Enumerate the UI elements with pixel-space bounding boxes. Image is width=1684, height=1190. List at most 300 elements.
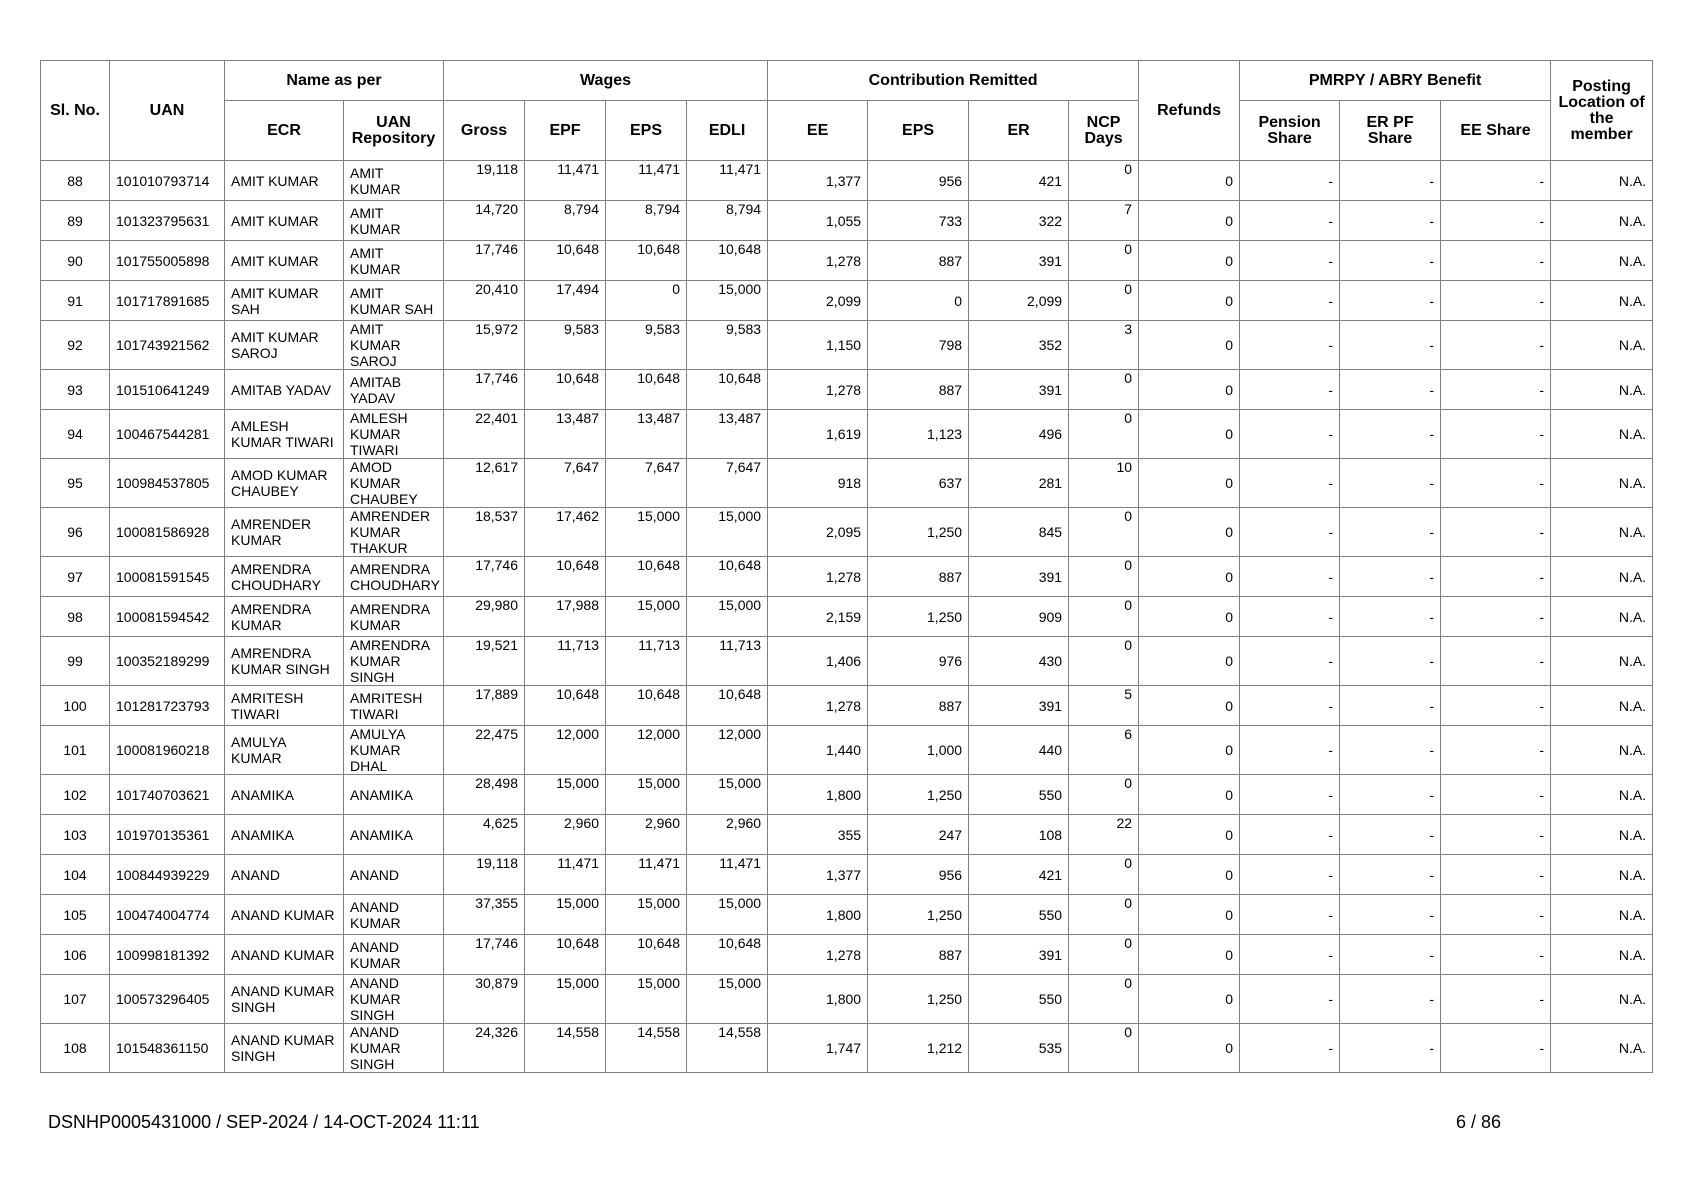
cell-ee-share: - [1441,855,1551,895]
cell-ee: 1,278 [768,370,868,410]
cell-sl-no: 95 [41,459,110,508]
cell-ee-share: - [1441,895,1551,935]
cell-gross: 12,617 [444,459,525,508]
cell-pension-share: - [1240,281,1340,321]
cell-eps: 13,487 [606,410,687,459]
cell-contribution-eps: 798 [868,321,969,370]
table-row [41,1024,1653,1073]
table-row [41,895,1653,935]
cell-name-uan-repo: AMRENDRA KUMAR SINGH [344,637,444,686]
cell-posting-location: N.A. [1551,935,1653,975]
cell-refunds: 0 [1139,508,1240,557]
cell-gross: 37,355 [444,895,525,935]
cell-refunds: 0 [1139,895,1240,935]
cell-refunds: 0 [1139,410,1240,459]
cell-pension-share: - [1240,161,1340,201]
cell-er: 550 [969,975,1069,1024]
cell-uan: 101548361150 [110,1024,225,1073]
table-row [41,161,1653,201]
cell-ee-share: - [1441,508,1551,557]
cell-epf: 10,648 [525,557,606,597]
cell-sl-no: 106 [41,935,110,975]
cell-sl-no: 93 [41,370,110,410]
cell-er: 496 [969,410,1069,459]
cell-name-ecr: ANAND KUMAR [225,895,344,935]
cell-posting-location: N.A. [1551,855,1653,895]
table-row [41,726,1653,775]
cell-contribution-eps: 1,250 [868,895,969,935]
cell-ee-share: - [1441,975,1551,1024]
cell-contribution-eps: 1,123 [868,410,969,459]
cell-uan: 101281723793 [110,686,225,726]
cell-name-ecr: ANAND KUMAR SINGH [225,1024,344,1073]
cell-eps: 2,960 [606,815,687,855]
cell-contribution-eps: 1,250 [868,975,969,1024]
cell-ncp-days: 0 [1069,775,1139,815]
cell-edli: 10,648 [687,686,768,726]
cell-edli: 15,000 [687,281,768,321]
cell-ncp-days: 0 [1069,637,1139,686]
cell-gross: 4,625 [444,815,525,855]
cell-uan: 100573296405 [110,975,225,1024]
cell-uan: 100081594542 [110,597,225,637]
cell-eps: 9,583 [606,321,687,370]
header-ee: EE [768,101,868,161]
header-refunds: Refunds [1139,61,1240,161]
table-row [41,321,1653,370]
cell-ee: 1,619 [768,410,868,459]
cell-er-pf-share: - [1340,815,1441,855]
cell-gross: 17,746 [444,370,525,410]
cell-epf: 13,487 [525,410,606,459]
cell-edli: 15,000 [687,975,768,1024]
cell-er-pf-share: - [1340,410,1441,459]
cell-pension-share: - [1240,1024,1340,1073]
cell-ee-share: - [1441,726,1551,775]
cell-posting-location: N.A. [1551,410,1653,459]
cell-ee-share: - [1441,935,1551,975]
cell-sl-no: 98 [41,597,110,637]
cell-pension-share: - [1240,975,1340,1024]
cell-ee: 1,406 [768,637,868,686]
cell-ncp-days: 0 [1069,370,1139,410]
cell-name-ecr: AMITAB YADAV [225,370,344,410]
cell-eps: 0 [606,281,687,321]
cell-er: 391 [969,935,1069,975]
cell-name-ecr: ANAMIKA [225,775,344,815]
cell-gross: 17,889 [444,686,525,726]
cell-contribution-eps: 1,250 [868,508,969,557]
cell-name-uan-repo: ANAND KUMAR [344,935,444,975]
cell-name-uan-repo: AMIT KUMAR [344,201,444,241]
cell-eps: 8,794 [606,201,687,241]
cell-er: 845 [969,508,1069,557]
cell-ee: 1,055 [768,201,868,241]
table-row [41,410,1653,459]
cell-ee: 1,377 [768,855,868,895]
cell-uan: 100984537805 [110,459,225,508]
cell-sl-no: 91 [41,281,110,321]
cell-ee-share: - [1441,637,1551,686]
cell-eps: 11,471 [606,161,687,201]
cell-name-ecr: AMRENDER KUMAR [225,508,344,557]
cell-er: 550 [969,775,1069,815]
cell-sl-no: 102 [41,775,110,815]
cell-er: 421 [969,161,1069,201]
cell-eps: 11,713 [606,637,687,686]
cell-pension-share: - [1240,935,1340,975]
cell-epf: 17,988 [525,597,606,637]
cell-contribution-eps: 887 [868,935,969,975]
cell-name-uan-repo: ANAND [344,855,444,895]
cell-sl-no: 90 [41,241,110,281]
cell-contribution-eps: 976 [868,637,969,686]
table-body [41,161,1653,1073]
document-reference: DSNHP0005431000 / SEP-2024 / 14-OCT-2024 11:11 [48,1112,480,1132]
cell-gross: 19,118 [444,855,525,895]
cell-name-uan-repo: AMULYA KUMAR DHAL [344,726,444,775]
cell-posting-location: N.A. [1551,775,1653,815]
cell-sl-no: 92 [41,321,110,370]
cell-sl-no: 105 [41,895,110,935]
cell-sl-no: 88 [41,161,110,201]
cell-contribution-eps: 1,250 [868,775,969,815]
cell-eps: 15,000 [606,895,687,935]
cell-er: 430 [969,637,1069,686]
cell-gross: 18,537 [444,508,525,557]
cell-eps: 15,000 [606,775,687,815]
cell-epf: 17,494 [525,281,606,321]
cell-er: 391 [969,241,1069,281]
cell-edli: 15,000 [687,508,768,557]
cell-eps: 10,648 [606,935,687,975]
cell-pension-share: - [1240,895,1340,935]
cell-pension-share: - [1240,410,1340,459]
cell-gross: 19,521 [444,637,525,686]
cell-posting-location: N.A. [1551,597,1653,637]
header-edli: EDLI [687,101,768,161]
cell-ee: 1,377 [768,161,868,201]
cell-refunds: 0 [1139,241,1240,281]
cell-uan: 100474004774 [110,895,225,935]
cell-pension-share: - [1240,370,1340,410]
cell-contribution-eps: 887 [868,241,969,281]
cell-refunds: 0 [1139,726,1240,775]
cell-er-pf-share: - [1340,775,1441,815]
cell-edli: 15,000 [687,775,768,815]
cell-epf: 11,471 [525,855,606,895]
cell-ee: 355 [768,815,868,855]
cell-posting-location: N.A. [1551,508,1653,557]
header-sl-no: Sl. No. [41,61,110,161]
cell-pension-share: - [1240,855,1340,895]
cell-gross: 28,498 [444,775,525,815]
cell-posting-location: N.A. [1551,726,1653,775]
cell-posting-location: N.A. [1551,686,1653,726]
cell-sl-no: 108 [41,1024,110,1073]
header-pmrpy: PMRPY / ABRY Benefit [1240,61,1551,101]
cell-ncp-days: 0 [1069,161,1139,201]
cell-ncp-days: 3 [1069,321,1139,370]
cell-refunds: 0 [1139,855,1240,895]
cell-gross: 22,475 [444,726,525,775]
cell-pension-share: - [1240,201,1340,241]
cell-epf: 17,462 [525,508,606,557]
cell-er-pf-share: - [1340,370,1441,410]
cell-eps: 12,000 [606,726,687,775]
cell-posting-location: N.A. [1551,201,1653,241]
cell-er: 2,099 [969,281,1069,321]
cell-ncp-days: 0 [1069,508,1139,557]
cell-name-ecr: ANAND KUMAR SINGH [225,975,344,1024]
cell-er-pf-share: - [1340,895,1441,935]
cell-eps: 10,648 [606,686,687,726]
cell-er: 391 [969,557,1069,597]
table-row [41,855,1653,895]
cell-er-pf-share: - [1340,855,1441,895]
cell-ncp-days: 0 [1069,975,1139,1024]
cell-refunds: 0 [1139,597,1240,637]
cell-sl-no: 96 [41,508,110,557]
cell-gross: 19,118 [444,161,525,201]
header-ee-share: EE Share [1441,101,1551,161]
cell-edli: 12,000 [687,726,768,775]
cell-uan: 100081591545 [110,557,225,597]
cell-name-uan-repo: AMRITESH TIWARI [344,686,444,726]
cell-eps: 10,648 [606,370,687,410]
cell-uan: 100352189299 [110,637,225,686]
cell-name-uan-repo: AMIT KUMAR SAROJ [344,321,444,370]
cell-edli: 10,648 [687,241,768,281]
cell-ee-share: - [1441,1024,1551,1073]
cell-gross: 22,401 [444,410,525,459]
cell-name-uan-repo: AMRENDRA CHOUDHARY [344,557,444,597]
cell-edli: 10,648 [687,557,768,597]
cell-refunds: 0 [1139,686,1240,726]
cell-name-ecr: AMIT KUMAR [225,161,344,201]
cell-uan: 101970135361 [110,815,225,855]
cell-refunds: 0 [1139,281,1240,321]
cell-eps: 10,648 [606,241,687,281]
cell-ncp-days: 0 [1069,241,1139,281]
cell-name-ecr: AMOD KUMAR CHAUBEY [225,459,344,508]
cell-refunds: 0 [1139,201,1240,241]
cell-name-ecr: AMRENDRA KUMAR [225,597,344,637]
cell-ee: 1,278 [768,557,868,597]
cell-pension-share: - [1240,508,1340,557]
header-eps: EPS [606,101,687,161]
header-contribution: Contribution Remitted [768,61,1139,101]
table-row [41,975,1653,1024]
cell-sl-no: 97 [41,557,110,597]
header-uan: UAN [110,61,225,161]
cell-pension-share: - [1240,459,1340,508]
cell-er: 352 [969,321,1069,370]
cell-ee: 1,278 [768,241,868,281]
header-er: ER [969,101,1069,161]
cell-pension-share: - [1240,726,1340,775]
cell-sl-no: 89 [41,201,110,241]
cell-refunds: 0 [1139,459,1240,508]
cell-uan: 101010793714 [110,161,225,201]
cell-epf: 15,000 [525,775,606,815]
header-name-as-per: Name as per [225,61,444,101]
cell-ncp-days: 0 [1069,1024,1139,1073]
cell-ee: 2,099 [768,281,868,321]
cell-gross: 24,326 [444,1024,525,1073]
table-row [41,935,1653,975]
cell-name-ecr: ANAND [225,855,344,895]
cell-contribution-eps: 637 [868,459,969,508]
cell-er-pf-share: - [1340,597,1441,637]
cell-ncp-days: 6 [1069,726,1139,775]
cell-posting-location: N.A. [1551,637,1653,686]
cell-ee-share: - [1441,370,1551,410]
cell-er-pf-share: - [1340,241,1441,281]
cell-ncp-days: 5 [1069,686,1139,726]
cell-ee-share: - [1441,597,1551,637]
cell-refunds: 0 [1139,637,1240,686]
cell-name-ecr: AMIT KUMAR SAROJ [225,321,344,370]
cell-name-uan-repo: ANAMIKA [344,815,444,855]
cell-contribution-eps: 1,212 [868,1024,969,1073]
cell-uan: 101755005898 [110,241,225,281]
cell-ee-share: - [1441,686,1551,726]
cell-ee: 2,095 [768,508,868,557]
cell-er-pf-share: - [1340,726,1441,775]
cell-sl-no: 104 [41,855,110,895]
cell-edli: 11,471 [687,161,768,201]
cell-uan: 100998181392 [110,935,225,975]
cell-name-ecr: AMRITESH TIWARI [225,686,344,726]
cell-eps: 15,000 [606,597,687,637]
cell-edli: 15,000 [687,597,768,637]
cell-refunds: 0 [1139,321,1240,370]
cell-ee: 918 [768,459,868,508]
cell-epf: 14,558 [525,1024,606,1073]
cell-ncp-days: 0 [1069,855,1139,895]
cell-eps: 15,000 [606,508,687,557]
cell-name-ecr: AMLESH KUMAR TIWARI [225,410,344,459]
cell-posting-location: N.A. [1551,1024,1653,1073]
header-pension-share: Pension Share [1240,101,1340,161]
cell-name-uan-repo: AMRENDER KUMAR THAKUR [344,508,444,557]
cell-posting-location: N.A. [1551,895,1653,935]
cell-ncp-days: 0 [1069,281,1139,321]
cell-ee-share: - [1441,321,1551,370]
table-row [41,201,1653,241]
cell-ee: 1,800 [768,895,868,935]
cell-sl-no: 101 [41,726,110,775]
header-uan-repository: UAN Repository [344,101,444,161]
cell-ee-share: - [1441,241,1551,281]
cell-contribution-eps: 887 [868,686,969,726]
cell-er-pf-share: - [1340,1024,1441,1073]
cell-refunds: 0 [1139,935,1240,975]
cell-contribution-eps: 956 [868,161,969,201]
cell-edli: 10,648 [687,370,768,410]
cell-refunds: 0 [1139,1024,1240,1073]
cell-pension-share: - [1240,597,1340,637]
cell-name-ecr: AMRENDRA KUMAR SINGH [225,637,344,686]
cell-name-uan-repo: AMLESH KUMAR TIWARI [344,410,444,459]
cell-name-ecr: AMRENDRA CHOUDHARY [225,557,344,597]
table-row [41,775,1653,815]
cell-epf: 7,647 [525,459,606,508]
cell-epf: 9,583 [525,321,606,370]
table-row [41,459,1653,508]
cell-er: 322 [969,201,1069,241]
cell-posting-location: N.A. [1551,975,1653,1024]
table-row [41,637,1653,686]
cell-ee-share: - [1441,459,1551,508]
cell-name-uan-repo: AMIT KUMAR [344,241,444,281]
cell-pension-share: - [1240,557,1340,597]
cell-ee: 1,278 [768,686,868,726]
cell-uan: 100081960218 [110,726,225,775]
cell-ncp-days: 0 [1069,935,1139,975]
cell-er-pf-share: - [1340,935,1441,975]
cell-posting-location: N.A. [1551,241,1653,281]
cell-name-ecr: AMIT KUMAR [225,241,344,281]
cell-epf: 2,960 [525,815,606,855]
cell-epf: 8,794 [525,201,606,241]
cell-posting-location: N.A. [1551,459,1653,508]
cell-uan: 100844939229 [110,855,225,895]
cell-ncp-days: 0 [1069,895,1139,935]
cell-epf: 10,648 [525,935,606,975]
cell-name-uan-repo: ANAMIKA [344,775,444,815]
cell-posting-location: N.A. [1551,815,1653,855]
cell-ee: 1,800 [768,975,868,1024]
cell-ncp-days: 0 [1069,557,1139,597]
cell-ee-share: - [1441,281,1551,321]
cell-uan: 100081586928 [110,508,225,557]
cell-gross: 15,972 [444,321,525,370]
cell-ee-share: - [1441,815,1551,855]
cell-sl-no: 107 [41,975,110,1024]
cell-pension-share: - [1240,775,1340,815]
cell-ee: 1,278 [768,935,868,975]
cell-eps: 14,558 [606,1024,687,1073]
cell-ee-share: - [1441,410,1551,459]
table-row [41,815,1653,855]
cell-sl-no: 94 [41,410,110,459]
cell-eps: 11,471 [606,855,687,895]
cell-edli: 10,648 [687,935,768,975]
cell-edli: 14,558 [687,1024,768,1073]
header-epf: EPF [525,101,606,161]
cell-contribution-eps: 887 [868,557,969,597]
cell-name-uan-repo: ANAND KUMAR SINGH [344,975,444,1024]
cell-refunds: 0 [1139,370,1240,410]
cell-ncp-days: 10 [1069,459,1139,508]
cell-posting-location: N.A. [1551,321,1653,370]
cell-ee-share: - [1441,775,1551,815]
header-wages: Wages [444,61,768,101]
table-row [41,508,1653,557]
cell-epf: 11,713 [525,637,606,686]
cell-name-uan-repo: AMIT KUMAR SAH [344,281,444,321]
cell-epf: 15,000 [525,975,606,1024]
cell-pension-share: - [1240,321,1340,370]
cell-contribution-eps: 247 [868,815,969,855]
cell-epf: 10,648 [525,686,606,726]
cell-edli: 2,960 [687,815,768,855]
cell-name-uan-repo: AMIT KUMAR [344,161,444,201]
cell-sl-no: 100 [41,686,110,726]
cell-er: 391 [969,370,1069,410]
